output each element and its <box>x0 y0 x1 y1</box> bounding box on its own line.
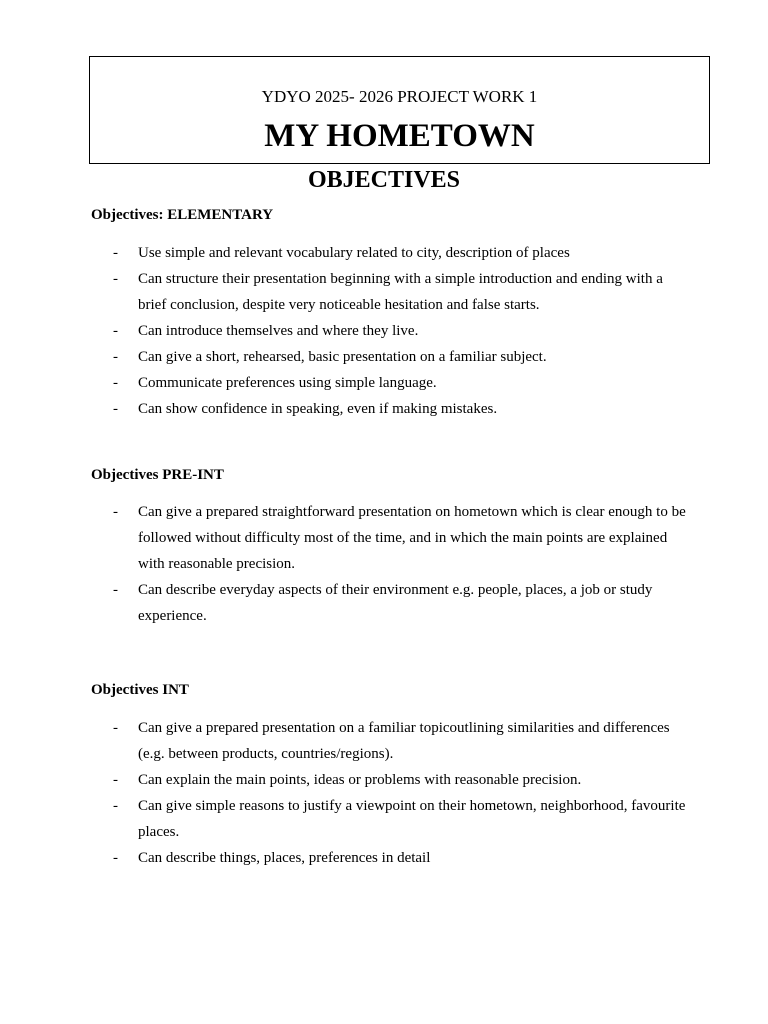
list-item <box>91 793 691 845</box>
list-item <box>91 577 691 629</box>
list-item <box>91 240 691 266</box>
title-box <box>89 56 710 164</box>
bullet-dash: - <box>113 349 118 365</box>
list-item-text: Can describe everyday aspects of their environment e.g. people, places, a job or study experience. <box>138 582 653 624</box>
list-item <box>91 370 691 396</box>
list-item <box>91 845 691 871</box>
list-item <box>91 715 691 767</box>
list-item-text: Can give a prepared straightforward presentation on hometown which is clear enough to be followed without difficulty most of the time, and in which the main points are explained with reasonable precision. <box>138 504 686 572</box>
list-item-text: Can explain the main points, ideas or problems with reasonable precision. <box>138 772 582 788</box>
bullet-dash: - <box>113 772 118 788</box>
bullet-dash: - <box>113 504 118 520</box>
bullet-dash: - <box>113 850 118 866</box>
pre-int-objectives-list <box>91 499 691 629</box>
list-item <box>91 266 691 318</box>
list-item-text: Communicate preferences using simple language. <box>138 375 437 391</box>
bullet-dash: - <box>113 401 118 417</box>
list-item <box>91 767 691 793</box>
list-item-text: Can structure their presentation beginning with a simple introduction and ending with a brief conclusion, despite very noticeable hesitation and false starts. <box>138 271 663 313</box>
bullet-dash: - <box>113 720 118 736</box>
bullet-dash: - <box>113 323 118 339</box>
section-heading-pre-int: Objectives PRE-INT <box>91 467 224 483</box>
section-heading-elementary: Objectives: ELEMENTARY <box>91 207 274 223</box>
list-item-text: Can introduce themselves and where they live. <box>138 323 419 339</box>
bullet-dash: - <box>113 245 118 261</box>
list-item <box>91 499 691 577</box>
bullet-dash: - <box>113 271 118 287</box>
list-item-text: Can give a prepared presentation on a familiar topicoutlining similarities and differences (e.g. between products, countries/regions). <box>138 720 670 762</box>
section-heading-int: Objectives INT <box>91 682 189 698</box>
list-item <box>91 396 691 422</box>
list-item-text: Can give a short, rehearsed, basic presentation on a familiar subject. <box>138 349 547 365</box>
page-title: MY HOMETOWN <box>264 118 535 154</box>
elementary-objectives-list <box>91 240 691 422</box>
list-item-text: Can show confidence in speaking, even if making mistakes. <box>138 401 498 417</box>
list-item-text: Can give simple reasons to justify a viewpoint on their hometown, neighborhood, favourite places. <box>138 798 686 840</box>
objectives-heading: OBJECTIVES <box>307 167 461 193</box>
bullet-dash: - <box>113 798 118 814</box>
list-item <box>91 318 691 344</box>
project-subtitle: YDYO 2025- 2026 PROJECT WORK 1 <box>261 87 538 106</box>
list-item <box>91 344 691 370</box>
int-objectives-list <box>91 715 691 871</box>
bullet-dash: - <box>113 375 118 391</box>
list-item-text: Can describe things, places, preferences in detail <box>138 850 431 866</box>
list-item-text: Use simple and relevant vocabulary related to city, description of places <box>138 245 570 261</box>
bullet-dash: - <box>113 582 118 598</box>
